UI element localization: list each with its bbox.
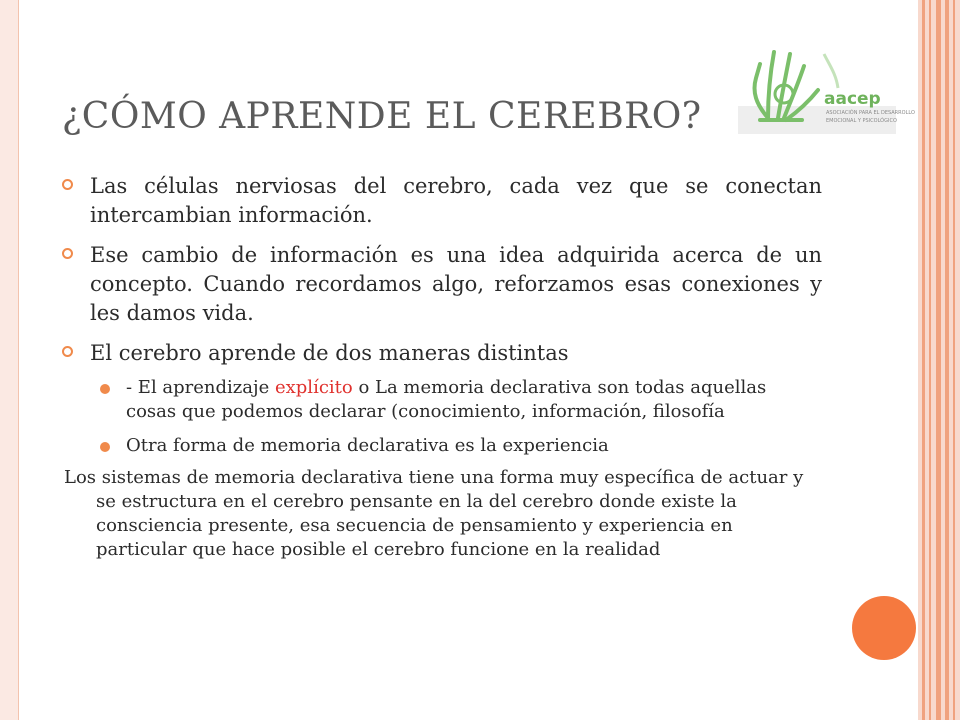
bullet-item bbox=[62, 172, 822, 230]
bullet-ring-icon bbox=[62, 248, 73, 259]
bullet-item bbox=[62, 241, 822, 328]
bullet-item bbox=[62, 339, 822, 368]
bullet-dot-icon bbox=[100, 384, 110, 394]
subbullet-item bbox=[62, 434, 822, 458]
bullet-ring-icon bbox=[62, 346, 73, 357]
left-frame-line bbox=[18, 0, 19, 720]
slide-content bbox=[62, 172, 822, 562]
bullet-text: El cerebro aprende de dos maneras distintas bbox=[90, 341, 569, 365]
highlight-word: explícito bbox=[274, 377, 353, 398]
aacep-logo bbox=[738, 44, 915, 136]
subbullet-item bbox=[62, 376, 822, 424]
bullet-text: Ese cambio de información es una idea adquirida acerca de un concepto. Cuando recordamos algo, reforzamos esas conexiones y les damos vida. bbox=[90, 243, 822, 325]
svg-text:aacep: aacep bbox=[824, 89, 881, 109]
slide-title: ¿CÓMO APRENDE EL CEREBRO? bbox=[62, 96, 702, 137]
bullet-dot-icon bbox=[100, 442, 110, 452]
subbullet-text: Otra forma de memoria declarativa es la experiencia bbox=[126, 435, 609, 456]
right-stripe bbox=[945, 0, 949, 720]
svg-text:EMOCIONAL Y PSICOLÓGICO: EMOCIONAL Y PSICOLÓGICO bbox=[826, 118, 897, 124]
right-stripe bbox=[936, 0, 941, 720]
paragraph-text: Los sistemas de memoria declarativa tiene una forma muy específica de actuar y se estructura en el cerebro pensante en la del cerebro donde existe la consciencia presente, esa secuencia de pensamiento y experiencia en particular que hace posible el cerebro funcione en la realidad bbox=[64, 467, 804, 560]
subbullet-text-pre: - El aprendizaje bbox=[126, 377, 275, 398]
subbullet-text-post: o La memoria declarativa son todas aquellas cosas que podemos declarar (conocimiento, información, filosofía bbox=[126, 377, 767, 422]
svg-text:ASOCIACIÓN PARA EL DESARROLLO: ASOCIACIÓN PARA EL DESARROLLO bbox=[826, 110, 915, 116]
right-stripe bbox=[953, 0, 955, 720]
bullet-text: Las células nerviosas del cerebro, cada vez que se conectan intercambian información. bbox=[90, 174, 822, 227]
decorative-circle bbox=[852, 596, 916, 660]
left-border bbox=[0, 0, 18, 720]
closing-paragraph bbox=[64, 466, 822, 562]
bullet-ring-icon bbox=[62, 179, 73, 190]
right-stripe bbox=[922, 0, 925, 720]
right-stripe bbox=[929, 0, 931, 720]
